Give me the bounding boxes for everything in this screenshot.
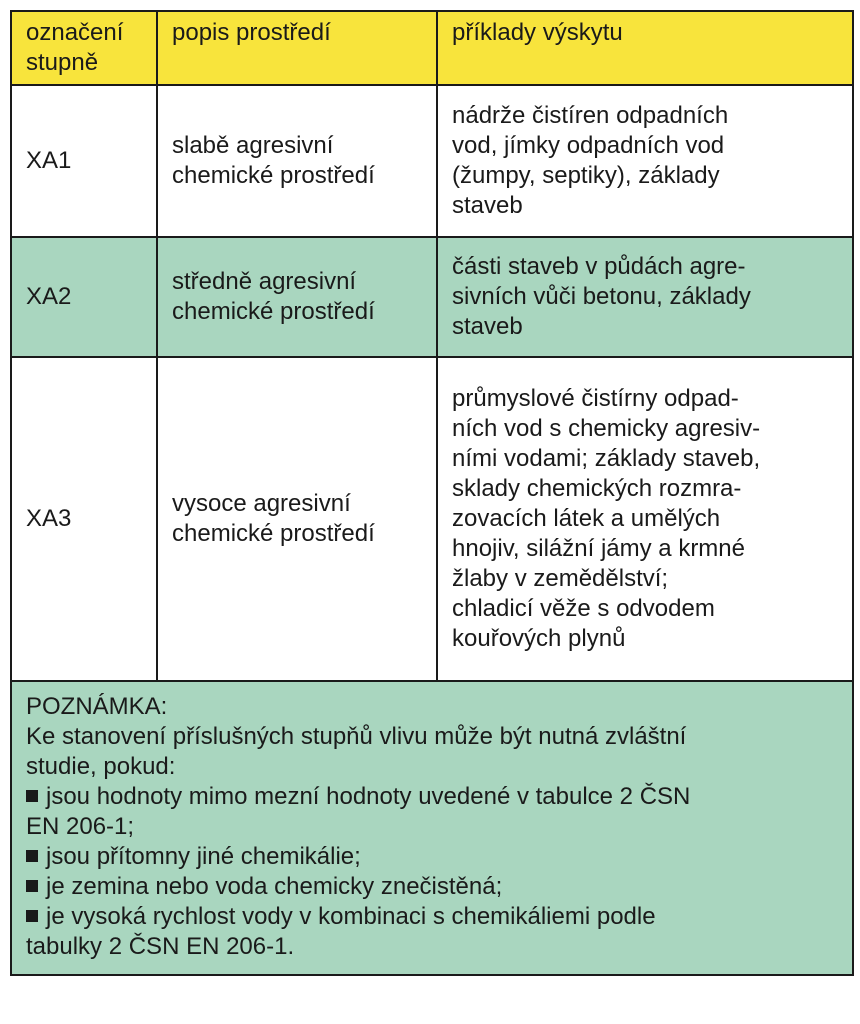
note-title: POZNÁMKA: [26,693,168,720]
note-intro-line: Ke stanovení příslušných stupňů vlivu může být nutná zvláštní [26,723,687,750]
note-bullet-item [26,902,838,932]
header-grade-line: stupně [26,49,99,76]
note-bullet-item [26,782,838,812]
note-bullet-text: jsou hodnoty mimo mezní hodnoty uvedené v tabulce 2 ČSN [46,783,691,810]
examples-line: vod, jímky odpadních vod [452,132,725,159]
description-line: chemické prostředí [172,298,375,325]
examples-line: sklady chemických rozmra- [452,475,742,502]
description-line: středně agresivní [172,268,357,295]
examples-line: žlaby v zemědělství; [452,565,669,592]
examples-line: hnojiv, silážní jámy a krmné [452,535,745,562]
note-bullet-text: je vysoká rychlost vody v kombinaci s chemikáliemi podle [46,903,656,930]
examples-line: (žumpy, septiky), základy [452,162,720,189]
examples-line: staveb [452,313,523,340]
header-row [11,11,853,85]
square-bullet-icon [26,850,38,862]
grade-text: XA3 [26,505,72,532]
note-row [11,681,853,975]
header-description-text: popis prostředí [172,19,331,46]
table-row [11,85,853,237]
note-cell [11,681,853,975]
examples-line: části staveb v půdách agre- [452,253,746,280]
header-grade-line: označení [26,19,124,46]
description-line: slabě agresivní [172,132,334,159]
header-description [157,11,437,85]
grade-text: XA1 [26,147,72,174]
description-cell [157,85,437,237]
examples-line: staveb [452,192,523,219]
note-bullet-item [26,872,838,902]
grade-cell [11,357,157,681]
examples-cell [437,237,853,357]
examples-line: průmyslové čistírny odpad- [452,385,739,412]
note-bullet-item [26,842,838,872]
examples-line: kouřových plynů [452,625,626,652]
examples-line: sivních vůči betonu, základy [452,283,751,310]
grade-cell [11,85,157,237]
examples-line: zovacích látek a umělých [452,505,721,532]
exposure-class-table [10,10,854,976]
description-cell [157,237,437,357]
grade-text: XA2 [26,283,72,310]
note-intro-line: studie, pokud: [26,753,176,780]
header-examples-text: příklady výskytu [452,19,623,46]
square-bullet-icon [26,880,38,892]
grade-cell [11,237,157,357]
examples-line: nádrže čistíren odpadních [452,102,729,129]
table-row [11,237,853,357]
description-cell [157,357,437,681]
description-line: chemické prostředí [172,520,375,547]
note-bullet-continuation: tabulky 2 ČSN EN 206-1. [26,933,295,960]
square-bullet-icon [26,790,38,802]
examples-line: ních vod s chemicky agresiv- [452,415,761,442]
note-bullet-continuation: EN 206-1; [26,813,135,840]
square-bullet-icon [26,910,38,922]
header-examples [437,11,853,85]
examples-cell [437,85,853,237]
note-bullet-text: je zemina nebo voda chemicky znečistěná; [46,873,503,900]
table-row [11,357,853,681]
examples-line: ními vodami; základy staveb, [452,445,761,472]
description-line: vysoce agresivní [172,490,351,517]
header-grade [11,11,157,85]
description-line: chemické prostředí [172,162,375,189]
examples-cell [437,357,853,681]
examples-line: chladicí věže s odvodem [452,595,715,622]
note-bullet-text: jsou přítomny jiné chemikálie; [46,843,361,870]
